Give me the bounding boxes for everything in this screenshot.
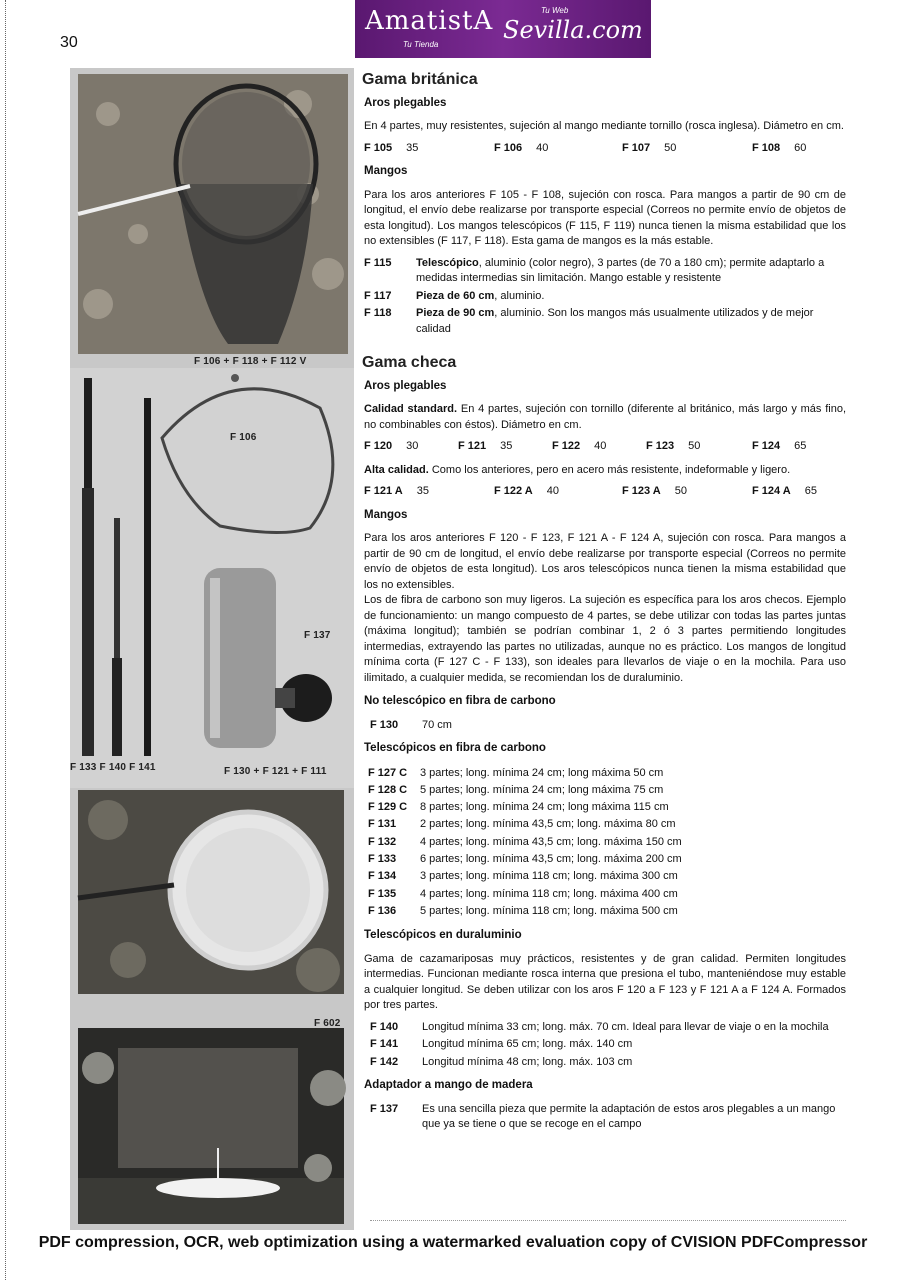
- code-item: F 123 A 50: [622, 485, 687, 497]
- list-item: F 135 4 partes; long. mínima 118 cm; long. máxima 400 cm: [368, 887, 678, 900]
- mango-item: F 118 Pieza de 90 cm, aluminio. Son los mangos más usualmente utilizados y de mejor calidad: [364, 307, 814, 335]
- caption-hoop-handle: F 130 + F 121 + F 111: [224, 766, 327, 777]
- photo-poles-hoop: [70, 368, 354, 788]
- list-item: F 131 2 partes; long. mínima 43,5 cm; long. máxima 80 cm: [368, 818, 676, 831]
- code-item: F 120 30: [364, 440, 419, 452]
- dura-title: Telescópicos en duraluminio: [364, 929, 522, 942]
- list-item: F 129 C 8 partes; long. mínima 24 cm; long máxima 115 cm: [368, 801, 669, 814]
- code-item: F 121 35: [458, 440, 513, 452]
- page-number: 30: [60, 34, 78, 51]
- czech-alta-list: [364, 484, 846, 500]
- no-tele-item: F 130 70 cm: [370, 718, 452, 731]
- list-item: F 134 3 partes; long. mínima 118 cm; long. máxima 300 cm: [368, 870, 678, 883]
- photo-column: [70, 68, 354, 1230]
- trap-graphic: [78, 1028, 344, 1224]
- site-banner[interactable]: [355, 0, 651, 58]
- caption-photo1: F 106 + F 118 + F 112 V: [194, 356, 307, 367]
- dura-item: F 141 Longitud mínima 65 cm; long. máx. 140 cm: [370, 1038, 633, 1051]
- photo-white-net: [78, 790, 344, 994]
- tele-title: Telescópicos en fibra de carbono: [364, 742, 546, 754]
- adapt-item: F 137 Es una sencilla pieza que permite la adaptación de estos aros plegables a un mango que ya se tiene o que se recoge en el campo: [370, 1102, 836, 1131]
- czech-mangos-desc2: Los de fibra de carbono son muy ligeros. La sujeción es específica para los aros checos. Ejemplo de funcionamiento: un mango compuesto de 4 partes, se debe utilizar con todas las partes juntas (máxima longitud); también se podrían combinar 1, 2 ó 3 partes permitiendo longitudes intermedias, extrayendo las partes no utilizadas, aunque no es práctico. Los mangos de longitud mínima corta (F 127 C - F 133), son ideales para llevarlos de viaje o en la mochila. Para uso ilimitado, a cualquier medida, se recomiendan los de duraluminio.: [364, 594, 846, 684]
- czech-mangos-desc1: Para los aros anteriores F 120 - F 123, F 121 A - F 124 A, sujeción con rosca. Para mangos a partir de 90 cm de longitud, el envío debe realizarse por transporte especial (Correos no permite envío de objetos de esta longitud). Los aros telescópicos nunca tienen la misma estabilidad que los no extensibles.: [364, 532, 846, 591]
- caption-f106: F 106: [230, 432, 257, 443]
- british-aros-title: Aros plegables: [364, 96, 447, 109]
- poles-photo-graphic: [70, 368, 354, 788]
- british-aros-desc: En 4 partes, muy resistentes, sujeción al mango mediante tornillo (rosca inglesa). Diámetro en cm.: [364, 120, 844, 132]
- code-item: F 124 65: [752, 440, 807, 452]
- code-item: F 107 50: [622, 141, 677, 154]
- czech-std-list: [364, 439, 846, 455]
- mango-item: F 115 Telescópico, aluminio (color negro), 3 partes (de 70 a 180 cm); permite adaptarlo a medidas intermedias sin limitación. Mango estable y resistente: [364, 256, 825, 284]
- banner-site: Sevilla.com: [503, 16, 643, 44]
- adapt-title: Adaptador a mango de madera: [364, 1079, 533, 1092]
- tele-list: [368, 765, 846, 921]
- photo-trap: [78, 1018, 344, 1224]
- code-item: F 122 A 40: [494, 485, 559, 497]
- czech-std-desc: Calidad standard. En 4 partes, sujeción con tornillo (diferente al británico, más largo y más fino, no combinables con éstos). Diámetro en cm.: [364, 403, 846, 431]
- mango-item: F 117 Pieza de 60 cm, aluminio.: [364, 289, 545, 302]
- dura-item: F 142 Longitud mínima 48 cm; long. máx. 103 cm: [370, 1055, 633, 1068]
- caption-f602: F 602: [314, 1018, 341, 1029]
- list-item: F 136 5 partes; long. mínima 118 cm; long. máxima 500 cm: [368, 904, 678, 917]
- banner-tag-right: Tu Web: [541, 6, 569, 15]
- list-item: F 128 C 5 partes; long. mínima 24 cm; long máxima 75 cm: [368, 783, 664, 796]
- dura-desc: Gama de cazamariposas muy prácticos, resistentes y de gran calidad. Permiten longitudes intermedias. Funcionan mediante rosca interna que presiona el tubo, manteniéndose muy estable a cualquier longitud. Se deben utilizar con los aros F 120 a F 123 y F 121 A a F 124 A. Formados por tres partes.: [364, 952, 846, 1012]
- net-photo-graphic: [78, 74, 348, 354]
- british-title: Gama británica: [362, 71, 478, 88]
- list-item: F 133 6 partes; long. mínima 43,5 cm; long. máxima 200 cm: [368, 852, 682, 865]
- czech-mangos-title: Mangos: [364, 508, 408, 521]
- british-aros-list: [364, 141, 846, 157]
- divider: [370, 1220, 846, 1221]
- dura-item: F 140 Longitud mínima 33 cm; long. máx. 70 cm. Ideal para llevar de viaje o en la mochila: [370, 1020, 829, 1033]
- code-item: F 122 40: [552, 440, 607, 452]
- page-edge: [0, 0, 6, 1280]
- code-item: F 121 A 35: [364, 485, 429, 497]
- caption-poles: F 133 F 140 F 141: [70, 762, 156, 773]
- list-item: F 132 4 partes; long. mínima 43,5 cm; long. máxima 150 cm: [368, 835, 682, 848]
- czech-alta-desc: Alta calidad. Como los anteriores, pero en acero más resistente, indeformable y ligero.: [364, 463, 791, 476]
- code-item: F 105 35: [364, 141, 419, 154]
- czech-title: Gama checa: [362, 354, 457, 371]
- watermark-footer: PDF compression, OCR, web optimization using a watermarked evaluation copy of CVISION PDFCompressor: [38, 1234, 868, 1251]
- code-item: F 106 40: [494, 141, 549, 154]
- code-item: F 124 A 65: [752, 485, 817, 497]
- british-mangos-desc: Para los aros anteriores F 105 - F 108, sujeción con rosca. Para mangos a partir de 90 cm de longitud, el envío debe realizarse por transporte especial (Correos no permite envío de objetos de esta longitud). Los mangos telescópicos (F 115, F 119) nunca tienen la misma estabilidad que los no extensibles (F 117, F 118). Esta gama de mangos es la más estable.: [364, 188, 846, 247]
- code-item: F 108 60: [752, 141, 807, 154]
- no-tele-title: No telescópico en fibra de carbono: [364, 695, 556, 707]
- white-net-graphic: [78, 790, 344, 994]
- list-item: F 127 C 3 partes; long. mínima 24 cm; long máxima 50 cm: [368, 766, 664, 779]
- code-item: F 123 50: [646, 440, 701, 452]
- photo-net-on-leaves: [78, 74, 348, 367]
- banner-tag-left: Tu Tienda: [403, 40, 439, 49]
- czech-aros-title: Aros plegables: [364, 379, 447, 392]
- text-column: [362, 66, 846, 1135]
- banner-brand: AmatistA: [365, 6, 494, 36]
- caption-f137: F 137: [304, 630, 331, 641]
- british-mangos-title: Mangos: [364, 165, 408, 177]
